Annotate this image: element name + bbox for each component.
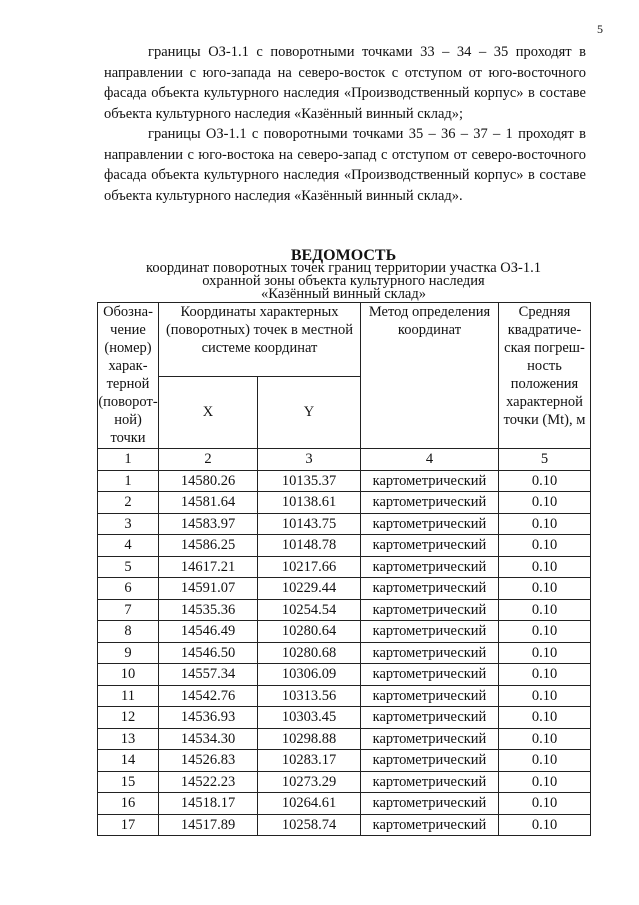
x-coord: 14526.83: [159, 750, 258, 772]
subtitle-line: охранной зоны объекта культурного наследия: [202, 273, 485, 289]
point-number: 10: [98, 664, 159, 686]
table-row: [98, 535, 591, 557]
x-coord: 14586.25: [159, 535, 258, 557]
point-number: 16: [98, 793, 159, 815]
y-coord: 10273.29: [258, 771, 361, 793]
table-row: [98, 470, 591, 492]
method: картометрический: [361, 470, 499, 492]
error: 0.10: [499, 750, 591, 772]
col-number: 1: [98, 449, 159, 471]
point-number: 11: [98, 685, 159, 707]
x-coord: 14546.49: [159, 621, 258, 643]
table-row: [98, 578, 591, 600]
y-coord: 10280.68: [258, 642, 361, 664]
header-error: Средняя квадратиче-ская погреш-ность положения характерной точки (Mt), м: [499, 303, 591, 449]
table-row: [98, 814, 591, 836]
header-coords: Координаты характерных (поворотных) точек в местной системе координат: [159, 303, 361, 377]
method: картометрический: [361, 771, 499, 793]
header-point: Обозна-чение (номер) харак-терной (поворот-ной) точки: [98, 303, 159, 449]
x-coord: 14583.97: [159, 513, 258, 535]
error: 0.10: [499, 492, 591, 514]
col-number: 2: [159, 449, 258, 471]
point-number: 14: [98, 750, 159, 772]
point-number: 6: [98, 578, 159, 600]
header-method: Метод определения координат: [361, 303, 499, 449]
table-row: [98, 599, 591, 621]
point-number: 15: [98, 771, 159, 793]
table-row: [98, 685, 591, 707]
point-number: 5: [98, 556, 159, 578]
error: 0.10: [499, 513, 591, 535]
x-coord: 14535.36: [159, 599, 258, 621]
point-number: 4: [98, 535, 159, 557]
x-coord: 14581.64: [159, 492, 258, 514]
error: 0.10: [499, 664, 591, 686]
point-number: 17: [98, 814, 159, 836]
header-x: X: [159, 377, 258, 449]
y-coord: 10313.56: [258, 685, 361, 707]
x-coord: 14591.07: [159, 578, 258, 600]
table-row: [98, 793, 591, 815]
subtitle-line: «Казённый винный склад»: [260, 286, 426, 302]
header-y: Y: [258, 377, 361, 449]
x-coord: 14534.30: [159, 728, 258, 750]
error: 0.10: [499, 599, 591, 621]
page-number: 5: [597, 22, 603, 36]
col-number: 5: [499, 449, 591, 471]
table-row: [98, 664, 591, 686]
x-coord: 14522.23: [159, 771, 258, 793]
point-number: 12: [98, 707, 159, 729]
y-coord: 10138.61: [258, 492, 361, 514]
point-number: 7: [98, 599, 159, 621]
table-row: [98, 556, 591, 578]
table-row: [98, 513, 591, 535]
error: 0.10: [499, 793, 591, 815]
x-coord: 14557.34: [159, 664, 258, 686]
y-coord: 10229.44: [258, 578, 361, 600]
x-coord: 14542.76: [159, 685, 258, 707]
error: 0.10: [499, 814, 591, 836]
error: 0.10: [499, 556, 591, 578]
y-coord: 10280.64: [258, 621, 361, 643]
statement-title: ВЕДОМОСТЬ: [290, 247, 397, 264]
error: 0.10: [499, 685, 591, 707]
paragraph: границы ОЗ-1.1 с поворотными точками 33 – 34 – 35 проходят в направлении с юго-запада на северо-восток с отступом от юго-восточного фасада объекта культурного наследия «Производственный корпус» в составе объекта культурного наследия «Казённый винный склад»;: [104, 44, 586, 122]
y-coord: 10258.74: [258, 814, 361, 836]
error: 0.10: [499, 642, 591, 664]
y-coord: 10306.09: [258, 664, 361, 686]
y-coord: 10254.54: [258, 599, 361, 621]
method: картометрический: [361, 793, 499, 815]
point-number: 1: [98, 470, 159, 492]
method: картометрический: [361, 621, 499, 643]
y-coord: 10264.61: [258, 793, 361, 815]
method: картометрический: [361, 535, 499, 557]
method: картометрический: [361, 707, 499, 729]
table-row: [98, 707, 591, 729]
table-row: [98, 642, 591, 664]
x-coord: 14517.89: [159, 814, 258, 836]
error: 0.10: [499, 728, 591, 750]
method: картометрический: [361, 599, 499, 621]
error: 0.10: [499, 621, 591, 643]
method: картометрический: [361, 492, 499, 514]
x-coord: 14536.93: [159, 707, 258, 729]
x-coord: 14617.21: [159, 556, 258, 578]
x-coord: 14580.26: [159, 470, 258, 492]
point-number: 13: [98, 728, 159, 750]
y-coord: 10148.78: [258, 535, 361, 557]
method: картометрический: [361, 728, 499, 750]
error: 0.10: [499, 771, 591, 793]
point-number: 9: [98, 642, 159, 664]
table-row: [98, 750, 591, 772]
error: 0.10: [499, 707, 591, 729]
table-row: [98, 771, 591, 793]
subtitle-line: координат поворотных точек границ территории участка ОЗ-1.1: [146, 260, 541, 276]
y-coord: 10283.17: [258, 750, 361, 772]
method: картометрический: [361, 513, 499, 535]
col-number: 3: [258, 449, 361, 471]
method: картометрический: [361, 814, 499, 836]
error: 0.10: [499, 535, 591, 557]
point-number: 8: [98, 621, 159, 643]
x-coord: 14518.17: [159, 793, 258, 815]
paragraph: границы ОЗ-1.1 с поворотными точками 35 – 36 – 37 – 1 проходят в направлении с юго-востока на северо-запад с отступом от северо-восточного фасада объекта культурного наследия «Производственный корпус» в составе объекта культурного наследия «Казённый винный склад».: [104, 126, 586, 204]
method: картометрический: [361, 642, 499, 664]
error: 0.10: [499, 470, 591, 492]
y-coord: 10217.66: [258, 556, 361, 578]
method: картометрический: [361, 750, 499, 772]
method: картометрический: [361, 664, 499, 686]
y-coord: 10143.75: [258, 513, 361, 535]
table-row: [98, 621, 591, 643]
method: картометрический: [361, 578, 499, 600]
error: 0.10: [499, 578, 591, 600]
y-coord: 10298.88: [258, 728, 361, 750]
col-number: 4: [361, 449, 499, 471]
method: картометрический: [361, 685, 499, 707]
y-coord: 10303.45: [258, 707, 361, 729]
statement-subtitle: [97, 262, 590, 301]
table-row: [98, 728, 591, 750]
point-number: 2: [98, 492, 159, 514]
point-number: 3: [98, 513, 159, 535]
y-coord: 10135.37: [258, 470, 361, 492]
x-coord: 14546.50: [159, 642, 258, 664]
coordinates-table: [97, 302, 591, 836]
method: картометрический: [361, 556, 499, 578]
table-row: [98, 492, 591, 514]
